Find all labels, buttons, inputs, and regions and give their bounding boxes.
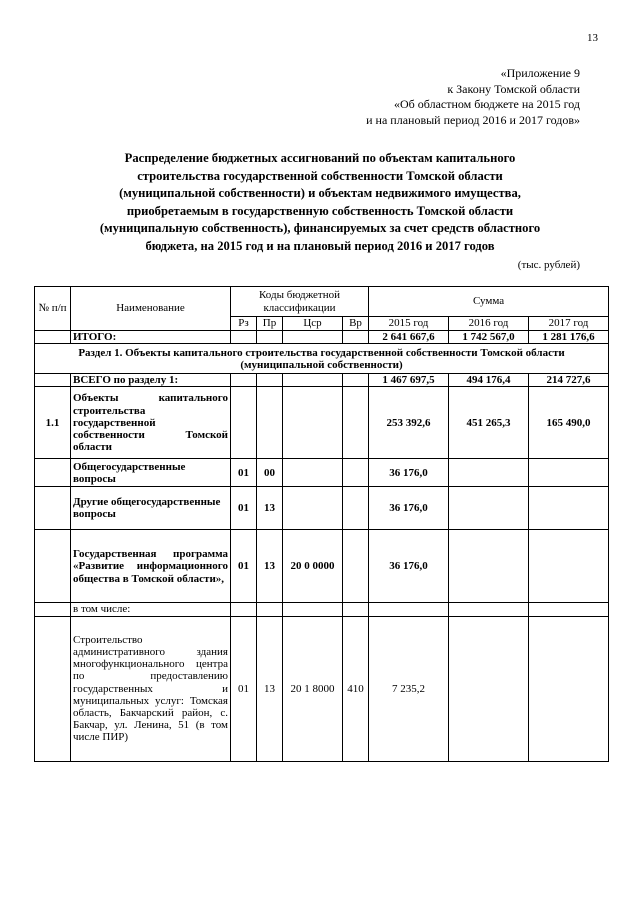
- cell: [257, 374, 283, 387]
- row-name: Другие общегосударственные вопросы: [71, 487, 231, 530]
- header-pr: Пр: [257, 317, 283, 331]
- appendix-line: «Приложение 9: [500, 66, 580, 80]
- row-name: Объекты капитального строительства государственной собственности Томской области: [71, 387, 231, 459]
- total-label: ИТОГО:: [71, 331, 231, 344]
- row-name: Общегосударственные вопросы: [71, 459, 231, 487]
- row-2015: 253 392,6: [369, 387, 449, 459]
- cell: [283, 459, 343, 487]
- cell: [343, 387, 369, 459]
- title-line: (муниципальную собственность), финансируемых за счет средств областного: [99, 221, 541, 236]
- section-total-2016: 494 176,4: [449, 374, 529, 387]
- cell: [529, 530, 609, 603]
- cell: [231, 603, 257, 616]
- table-row: [35, 387, 609, 459]
- cell: [283, 331, 343, 344]
- cell: [529, 459, 609, 487]
- row-vr: 410: [343, 616, 369, 761]
- row-2017: 165 490,0: [529, 387, 609, 459]
- row-name: Государственная программа «Развитие информационного общества в Томской области»,: [71, 530, 231, 603]
- row-2016: 451 265,3: [449, 387, 529, 459]
- row-rz: 01: [231, 487, 257, 530]
- cell: [449, 530, 529, 603]
- cell: [283, 387, 343, 459]
- cell: [449, 487, 529, 530]
- row-2015: 36 176,0: [369, 530, 449, 603]
- header-2015: 2015 год: [369, 317, 449, 331]
- cell: [283, 374, 343, 387]
- header-row: [35, 287, 609, 317]
- row-num: 1.1: [35, 387, 71, 459]
- row-2015: 7 235,2: [369, 616, 449, 761]
- cell: [449, 459, 529, 487]
- cell: [35, 374, 71, 387]
- row-rz: 01: [231, 530, 257, 603]
- cell: [283, 603, 343, 616]
- section-total-row: [35, 374, 609, 387]
- total-2017: 1 281 176,6: [529, 331, 609, 344]
- title-line: бюджета, на 2015 год и на плановый период 2016 и 2017 годов: [145, 238, 495, 253]
- table-row: [35, 459, 609, 487]
- header-2016: 2016 год: [449, 317, 529, 331]
- document-title: [60, 150, 580, 256]
- table-row: [35, 530, 609, 603]
- cell: [343, 459, 369, 487]
- appendix-line: и на плановый период 2016 и 2017 годов»: [366, 112, 580, 127]
- cell: [449, 603, 529, 616]
- cell: [343, 530, 369, 603]
- row-pr: 13: [257, 487, 283, 530]
- cell: [283, 487, 343, 530]
- title-line: строительства государственной собственности Томской области: [137, 168, 503, 183]
- header-vr: Вр: [343, 317, 369, 331]
- cell: [369, 603, 449, 616]
- header-2017: 2017 год: [529, 317, 609, 331]
- row-pr: 13: [257, 530, 283, 603]
- title-line: (муниципальной собственности) и объектам недвижимого имущества,: [119, 186, 521, 201]
- page-number: 13: [587, 32, 598, 44]
- cell: [35, 459, 71, 487]
- row-name: в том числе:: [71, 603, 231, 616]
- section-title: Раздел 1. Объекты капитального строительства государственной собственности Томской области (муниципальной собственности): [35, 344, 609, 374]
- header-codes: Коды бюджетной классификации: [231, 287, 369, 317]
- cell: [257, 331, 283, 344]
- title-line: Распределение бюджетных ассигнований по объектам капитального: [124, 151, 516, 165]
- cell: [35, 616, 71, 761]
- cell: [231, 387, 257, 459]
- section-row: [35, 344, 609, 374]
- row-csr: 20 1 8000: [283, 616, 343, 761]
- total-row: [35, 331, 609, 344]
- row-name: Строительство административного здания многофункционального центра по предоставлению государственных и муниципальных услуг: Томская область, Бакчарский район, с. Бакчар, ул. Ленина, 51 (в том числе ПИР): [71, 616, 231, 761]
- header-rz: Рз: [231, 317, 257, 331]
- units-note: (тыс. рублей): [517, 259, 580, 271]
- header-csr: Цср: [283, 317, 343, 331]
- header-name: Наименование: [71, 287, 231, 331]
- appendix-block: [366, 66, 580, 128]
- cell: [231, 331, 257, 344]
- header-num: № п/п: [35, 287, 71, 331]
- row-pr: 00: [257, 459, 283, 487]
- row-2015: 36 176,0: [369, 459, 449, 487]
- table-row: [35, 616, 609, 761]
- cell: [343, 603, 369, 616]
- cell: [343, 374, 369, 387]
- table-row: [35, 603, 609, 616]
- table-row: [35, 487, 609, 530]
- cell: [231, 374, 257, 387]
- cell: [257, 387, 283, 459]
- cell: [35, 487, 71, 530]
- section-total-label: ВСЕГО по разделу 1:: [71, 374, 231, 387]
- appendix-line: к Закону Томской области: [447, 81, 580, 96]
- cell: [35, 603, 71, 616]
- row-csr: 20 0 0000: [283, 530, 343, 603]
- cell: [35, 530, 71, 603]
- cell: [529, 603, 609, 616]
- header-sum: Сумма: [369, 287, 609, 317]
- total-2016: 1 742 567,0: [449, 331, 529, 344]
- section-total-2017: 214 727,6: [529, 374, 609, 387]
- cell: [35, 331, 71, 344]
- title-line: приобретаемым в государственную собственность Томской области: [126, 203, 514, 218]
- appendix-line: «Об областном бюджете на 2015 год: [394, 97, 580, 111]
- row-pr: 13: [257, 616, 283, 761]
- total-2015: 2 641 667,6: [369, 331, 449, 344]
- row-rz: 01: [231, 616, 257, 761]
- row-2015: 36 176,0: [369, 487, 449, 530]
- budget-table: [34, 286, 609, 762]
- cell: [343, 487, 369, 530]
- cell: [343, 331, 369, 344]
- cell: [449, 616, 529, 761]
- cell: [529, 487, 609, 530]
- cell: [529, 616, 609, 761]
- row-rz: 01: [231, 459, 257, 487]
- cell: [257, 603, 283, 616]
- section-total-2015: 1 467 697,5: [369, 374, 449, 387]
